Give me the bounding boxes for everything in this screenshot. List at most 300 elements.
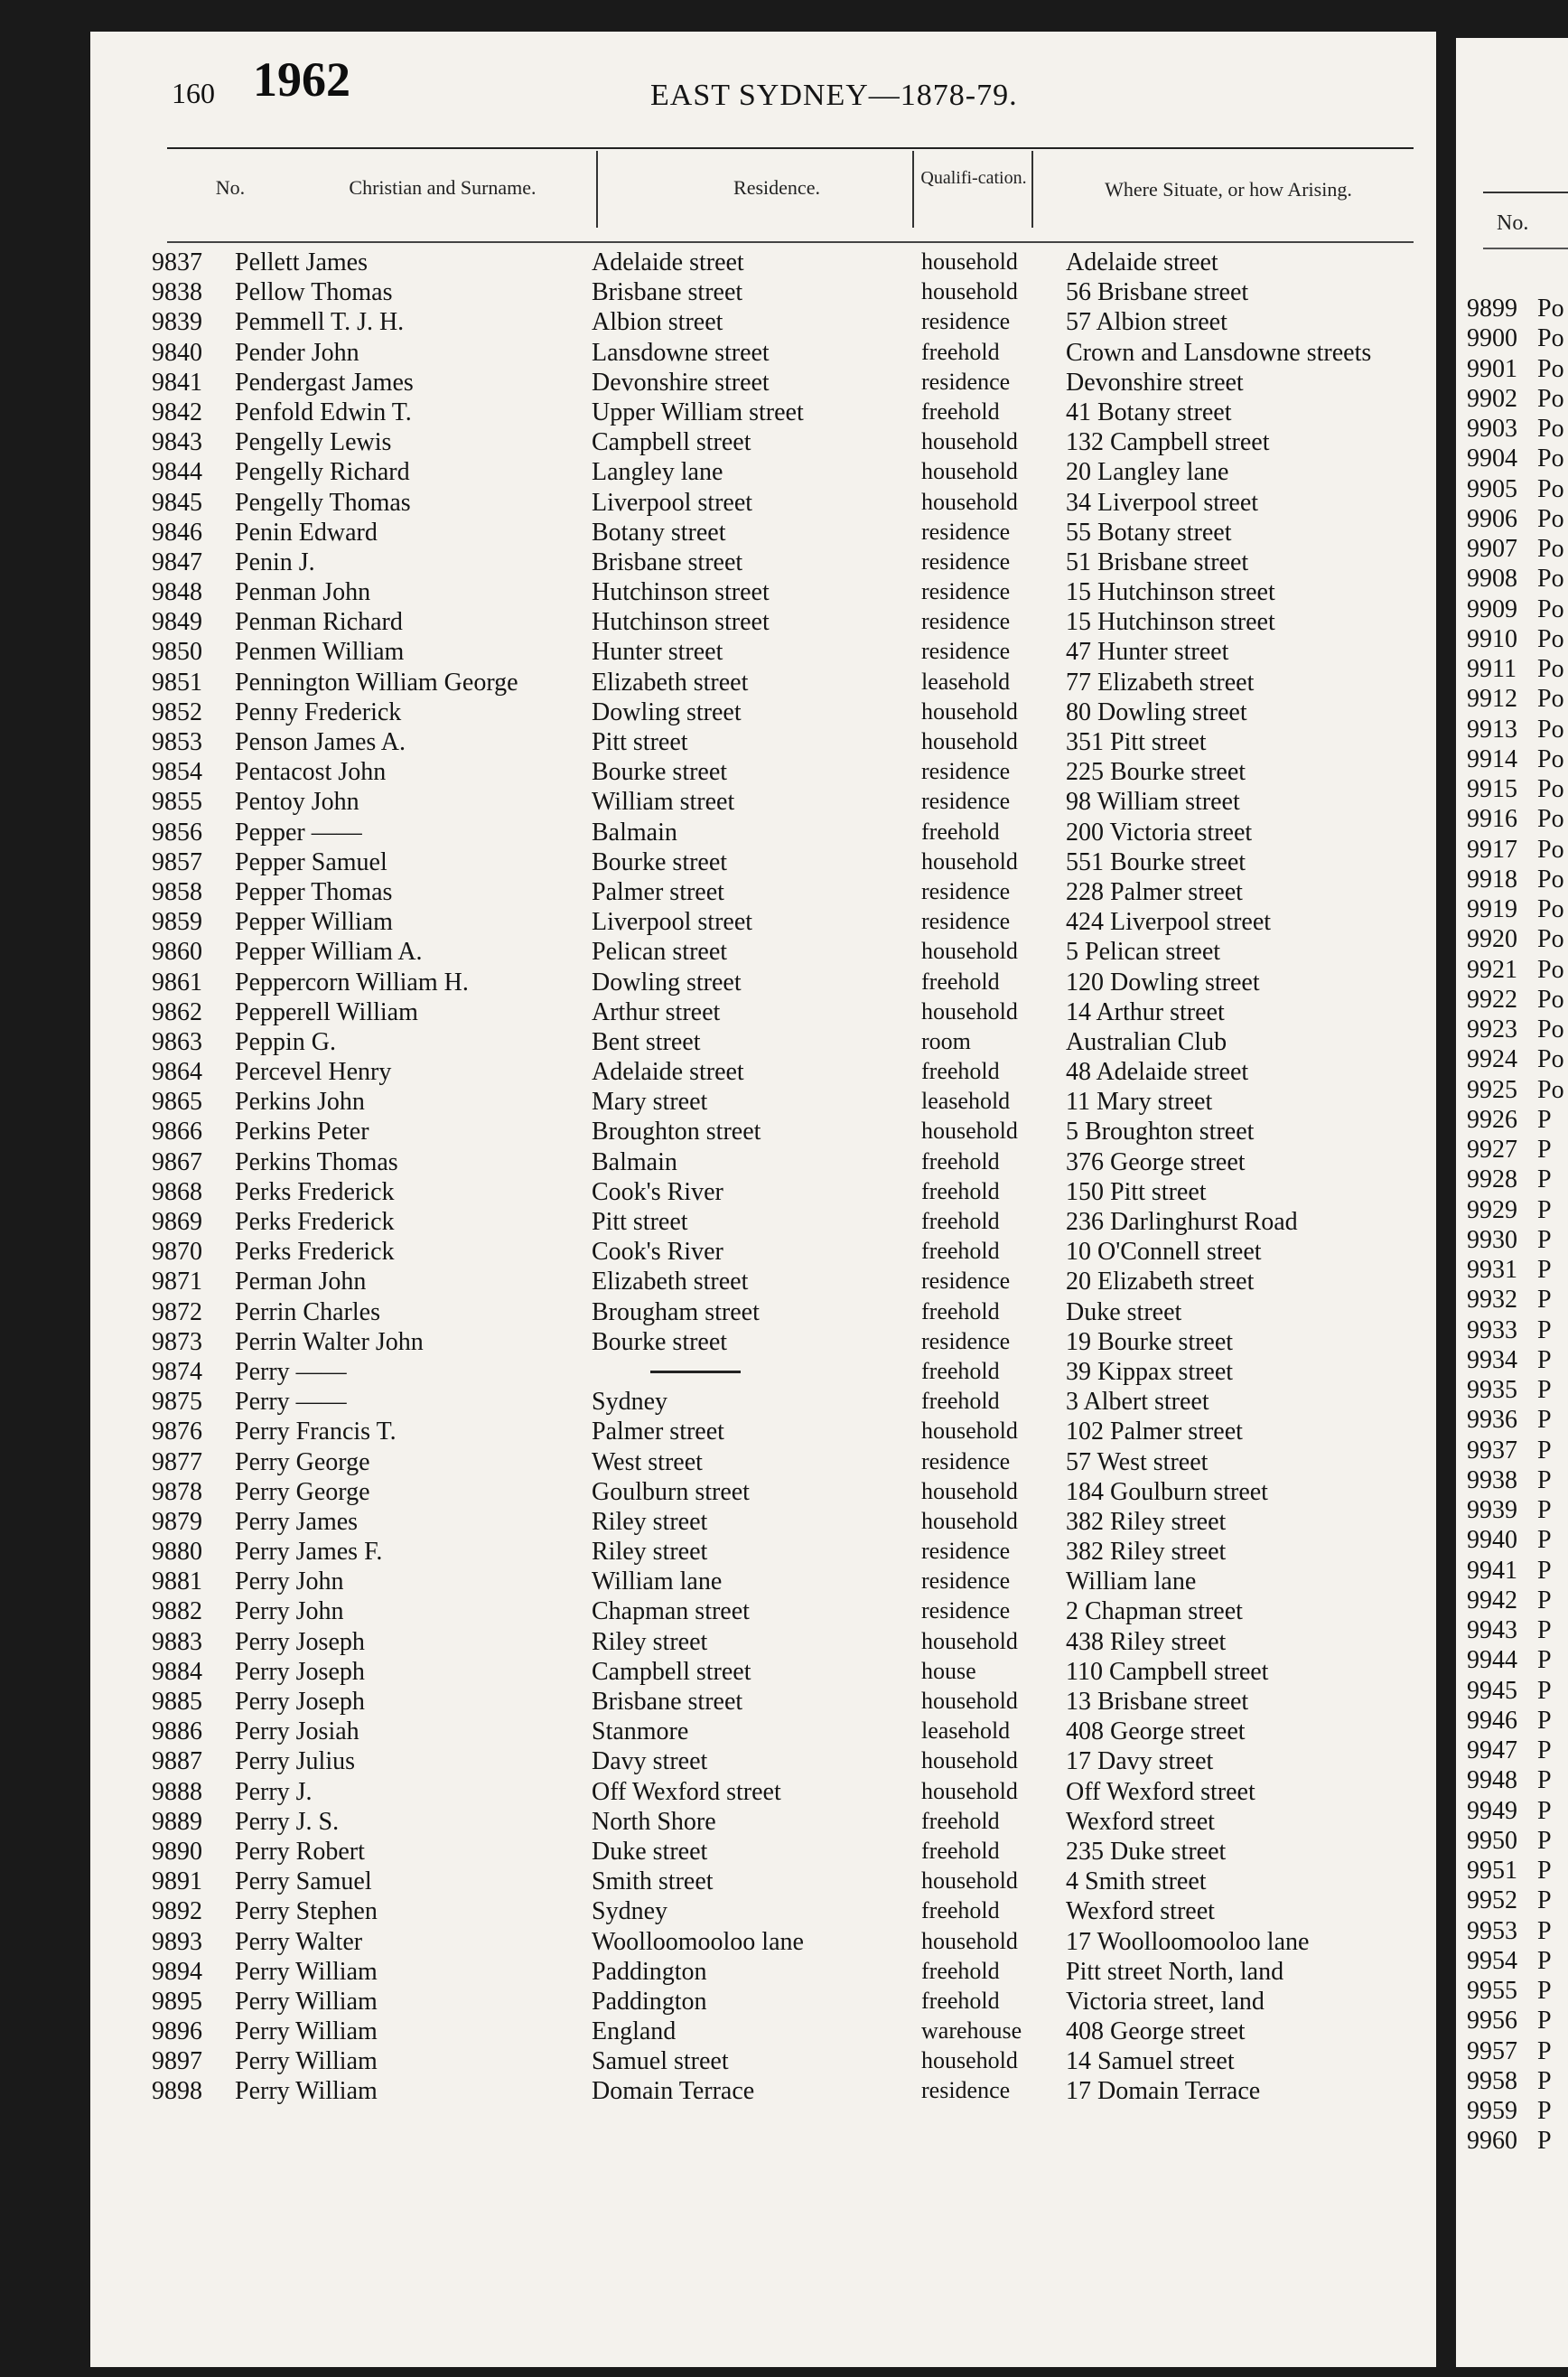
- entry-residence: Samuel street: [592, 2047, 729, 2076]
- entry-qualification: residence: [921, 608, 1011, 635]
- entry-residence: Palmer street: [592, 877, 724, 906]
- entry-number: 9901: [1467, 354, 1517, 383]
- entry-where: 20 Elizabeth street: [1066, 1268, 1255, 1296]
- entry-where: 20 Langley lane: [1066, 458, 1229, 487]
- entry-where: 17 Domain Terrace: [1066, 2077, 1261, 2106]
- entry-number: 9960: [1467, 2127, 1517, 2156]
- entry-residence: Elizabeth street: [592, 668, 749, 697]
- entry-where: 551 Bourke street: [1066, 847, 1246, 876]
- entry-qualification: household: [921, 278, 1018, 305]
- entry-name: Perrin Walter John: [235, 1327, 424, 1356]
- entry-name: Pendergast James: [235, 368, 414, 397]
- entry-name: Peppin G.: [235, 1027, 336, 1056]
- table-row: [90, 1747, 1436, 1777]
- entry-where: Devonshire street: [1066, 368, 1244, 397]
- column-header-where: Where Situate, or how Arising.: [1105, 178, 1352, 201]
- entry-qualification: freehold: [921, 1957, 1000, 1984]
- entry-name-fragment: Po: [1537, 865, 1564, 894]
- entry-name: Perrin Charles: [235, 1297, 380, 1326]
- entry-qualification: household: [921, 1688, 1018, 1714]
- entry-residence: Brisbane street: [592, 278, 743, 307]
- entry-where: 15 Hutchinson street: [1066, 608, 1275, 637]
- table-row: [90, 878, 1436, 908]
- entry-name-fragment: P: [1537, 1736, 1552, 1764]
- entry-number: 9936: [1467, 1406, 1517, 1435]
- entry-number: 9846: [152, 518, 202, 547]
- entry-name-fragment: P: [1537, 1225, 1552, 1254]
- entry-qualification: household: [921, 1418, 1018, 1445]
- entry-residence: Off Wexford street: [592, 1777, 781, 1806]
- entry-residence: Hutchinson street: [592, 608, 770, 637]
- table-row: [90, 908, 1436, 938]
- entry-residence: Paddington: [592, 1987, 707, 2016]
- entry-where: 17 Woolloomooloo lane: [1066, 1927, 1310, 1956]
- page-number: 160: [172, 77, 215, 109]
- entry-qualification: freehold: [921, 1147, 1000, 1174]
- entry-qualification: residence: [921, 2077, 1011, 2104]
- entry-number: 9837: [152, 248, 202, 276]
- entry-name: Penman Richard: [235, 608, 403, 637]
- column-divider: [1031, 151, 1033, 228]
- entry-number: 9878: [152, 1477, 202, 1506]
- entry-name-fragment: Po: [1537, 895, 1564, 923]
- table-row: [90, 1328, 1436, 1358]
- table-row: [90, 398, 1436, 428]
- entry-name-fragment: Po: [1537, 805, 1564, 834]
- entry-number: 9876: [152, 1418, 202, 1446]
- entry-number: 9920: [1467, 925, 1517, 954]
- entry-residence: Cook's River: [592, 1238, 723, 1267]
- table-row: [90, 1988, 1436, 2017]
- entry-name-fragment: Po: [1537, 354, 1564, 383]
- entry-number: 9927: [1467, 1136, 1517, 1164]
- entry-residence: Liverpool street: [592, 488, 753, 517]
- entry-name-fragment: Po: [1537, 324, 1564, 353]
- entry-where: 102 Palmer street: [1066, 1418, 1243, 1446]
- entry-number: 9852: [152, 697, 202, 726]
- entry-number: 9870: [152, 1238, 202, 1267]
- table-row: [90, 1118, 1436, 1147]
- entry-where: 424 Liverpool street: [1066, 908, 1272, 937]
- table-row: [90, 1388, 1436, 1418]
- entry-qualification: freehold: [921, 1058, 1000, 1085]
- entry-name-fragment: P: [1537, 1706, 1552, 1735]
- entry-name-fragment: Po: [1537, 565, 1564, 594]
- entry-number: 9956: [1467, 2007, 1517, 2035]
- entry-number: 9909: [1467, 594, 1517, 623]
- entry-number: 9894: [152, 1957, 202, 1986]
- entry-number: 9857: [152, 847, 202, 876]
- entry-name-fragment: P: [1537, 1256, 1552, 1284]
- table-row: [90, 1028, 1436, 1058]
- entry-name-fragment: P: [1537, 1376, 1552, 1404]
- entry-number: 9935: [1467, 1376, 1517, 1404]
- entry-number: 9914: [1467, 744, 1517, 773]
- entry-name-fragment: Po: [1537, 1045, 1564, 1074]
- entry-where: 351 Pitt street: [1066, 728, 1207, 756]
- entry-name: Penny Frederick: [235, 697, 402, 726]
- entry-name: Perry Josiah: [235, 1717, 359, 1746]
- entry-number: 9926: [1467, 1105, 1517, 1134]
- entry-number: 9934: [1467, 1345, 1517, 1374]
- entry-where: 77 Elizabeth street: [1066, 668, 1255, 697]
- table-row: [90, 2017, 1436, 2047]
- entry-where: 57 Albion street: [1066, 308, 1227, 337]
- entry-residence: Adelaide street: [592, 1058, 744, 1087]
- entry-number: 9924: [1467, 1045, 1517, 1074]
- document-page: [90, 32, 1436, 2367]
- entry-where: 19 Bourke street: [1066, 1327, 1234, 1356]
- table-row: [90, 248, 1436, 278]
- entry-name: Penin Edward: [235, 518, 378, 547]
- entry-number: 9898: [152, 2077, 202, 2106]
- entry-residence: Woolloomooloo lane: [592, 1927, 804, 1956]
- entry-number: 9851: [152, 668, 202, 697]
- entry-number: 9882: [152, 1597, 202, 1626]
- entry-name: Pentacost John: [235, 758, 387, 787]
- column-header-residence: Residence.: [733, 176, 820, 199]
- header-rule-top: [167, 147, 1414, 149]
- entry-number: 9947: [1467, 1736, 1517, 1764]
- entry-name-fragment: P: [1537, 1105, 1552, 1134]
- entry-number: 9867: [152, 1147, 202, 1176]
- entry-residence: Pitt street: [592, 1208, 688, 1236]
- header-rule-bottom: [167, 241, 1414, 243]
- entry-where: 408 George street: [1066, 2017, 1246, 2046]
- entry-residence: Langley lane: [592, 458, 723, 487]
- column-header-name: Christian and Surname.: [349, 176, 537, 199]
- entry-where: Wexford street: [1066, 1807, 1215, 1836]
- table-row: [90, 2047, 1436, 2077]
- entry-name-fragment: Po: [1537, 955, 1564, 984]
- entry-residence: Campbell street: [592, 1657, 751, 1686]
- entry-qualification: residence: [921, 908, 1011, 935]
- entry-where: 39 Kippax street: [1066, 1357, 1234, 1386]
- entry-name: Pemmell T. J. H.: [235, 308, 405, 337]
- column-header-no: No.: [215, 176, 246, 199]
- roll-entries: [90, 248, 1436, 2108]
- entry-number: 9868: [152, 1177, 202, 1206]
- entry-where: 228 Palmer street: [1066, 877, 1243, 906]
- entry-qualification: residence: [921, 1447, 1011, 1474]
- residence-dash: [650, 1371, 741, 1373]
- entry-where: 5 Broughton street: [1066, 1118, 1255, 1146]
- entry-name: Perry William: [235, 1987, 378, 2016]
- entry-name-fragment: P: [1537, 1796, 1552, 1825]
- entry-number: 9886: [152, 1717, 202, 1746]
- entry-residence: Liverpool street: [592, 908, 753, 937]
- entry-qualification: household: [921, 1927, 1018, 1954]
- entry-where: 80 Dowling street: [1066, 697, 1247, 726]
- entry-residence: Brisbane street: [592, 547, 743, 576]
- entry-qualification: freehold: [921, 1388, 1000, 1415]
- entry-where: 184 Goulburn street: [1066, 1477, 1268, 1506]
- entry-name: Penmen William: [235, 638, 405, 667]
- entry-qualification: residence: [921, 1268, 1011, 1295]
- entry-name: Perry William: [235, 2047, 378, 2076]
- entry-number: 9872: [152, 1297, 202, 1326]
- entry-residence: Riley street: [592, 1507, 708, 1536]
- entry-residence: Dowling street: [592, 697, 742, 726]
- entry-name-fragment: P: [1537, 2066, 1552, 2095]
- entry-name: Perry John: [235, 1568, 344, 1596]
- table-row: [90, 1688, 1436, 1717]
- entry-number: 9959: [1467, 2097, 1517, 2125]
- entry-residence: Dowling street: [592, 968, 742, 997]
- entry-where: 3 Albert street: [1066, 1388, 1209, 1417]
- entry-number: 9910: [1467, 624, 1517, 653]
- entry-where: 41 Botany street: [1066, 398, 1232, 426]
- entry-number: 9930: [1467, 1225, 1517, 1254]
- table-row: [90, 819, 1436, 848]
- entry-residence: Sydney: [592, 1388, 667, 1417]
- entry-residence: Riley street: [592, 1627, 708, 1656]
- table-row: [90, 1538, 1436, 1568]
- entry-where: 110 Campbell street: [1066, 1657, 1269, 1686]
- entry-name: Perry George: [235, 1447, 370, 1476]
- entry-qualification: freehold: [921, 1357, 1000, 1384]
- table-row: [90, 428, 1436, 458]
- entry-number: 9849: [152, 608, 202, 637]
- entry-residence: Pelican street: [592, 938, 728, 967]
- entry-residence: William lane: [592, 1568, 723, 1596]
- entry-where: 10 O'Connell street: [1066, 1238, 1262, 1267]
- entry-name: Perry Walter: [235, 1927, 363, 1956]
- entry-number: 9944: [1467, 1646, 1517, 1675]
- entry-name-fragment: Po: [1537, 655, 1564, 683]
- entry-where: Adelaide street: [1066, 248, 1218, 276]
- entry-where: 200 Victoria street: [1066, 818, 1253, 847]
- entry-residence: Balmain: [592, 1147, 677, 1176]
- entry-qualification: leasehold: [921, 1088, 1011, 1115]
- entry-name-fragment: P: [1537, 1286, 1552, 1315]
- table-row: [90, 1628, 1436, 1658]
- entry-qualification: household: [921, 697, 1018, 725]
- entry-residence: Brougham street: [592, 1297, 760, 1326]
- entry-name: Penin J.: [235, 547, 315, 576]
- entry-name: Penson James A.: [235, 728, 406, 756]
- entry-name: Perkins Peter: [235, 1118, 369, 1146]
- entry-number: 9916: [1467, 805, 1517, 834]
- entry-where: 150 Pitt street: [1066, 1177, 1207, 1206]
- entry-name-fragment: P: [1537, 1646, 1552, 1675]
- entry-where: 14 Samuel street: [1066, 2047, 1235, 2076]
- entry-where: 5 Pelican street: [1066, 938, 1221, 967]
- entry-number: 9892: [152, 1897, 202, 1926]
- entry-qualification: residence: [921, 758, 1011, 785]
- entry-residence: Domain Terrace: [592, 2077, 755, 2106]
- entry-where: 120 Dowling street: [1066, 968, 1260, 997]
- entry-name: Pepper ——: [235, 818, 362, 847]
- entry-residence: Stanmore: [592, 1717, 689, 1746]
- entry-name: Pepperell William: [235, 997, 418, 1026]
- entry-residence: Chapman street: [592, 1597, 750, 1626]
- entry-number: 9854: [152, 758, 202, 787]
- entry-qualification: residence: [921, 1327, 1011, 1354]
- entry-number: 9902: [1467, 384, 1517, 413]
- entry-where: 2 Chapman street: [1066, 1597, 1243, 1626]
- table-row: [90, 998, 1436, 1028]
- entry-number: 9858: [152, 877, 202, 906]
- entry-qualification: freehold: [921, 1177, 1000, 1204]
- entry-name-fragment: Po: [1537, 925, 1564, 954]
- entry-name-fragment: P: [1537, 1826, 1552, 1855]
- entry-where: William lane: [1066, 1568, 1197, 1596]
- entry-name-fragment: Po: [1537, 504, 1564, 533]
- entry-number: 9883: [152, 1627, 202, 1656]
- entry-number: 9893: [152, 1927, 202, 1956]
- entry-name-fragment: Po: [1537, 744, 1564, 773]
- entry-number: 9873: [152, 1327, 202, 1356]
- table-row: [90, 339, 1436, 369]
- next-page-edge: [1456, 38, 1568, 2367]
- entry-where: 376 George street: [1066, 1147, 1246, 1176]
- entry-name: Perry James: [235, 1507, 359, 1536]
- entry-qualification: leasehold: [921, 1717, 1011, 1745]
- entry-where: 225 Bourke street: [1066, 758, 1246, 787]
- table-row: [90, 1778, 1436, 1808]
- entry-where: 235 Duke street: [1066, 1837, 1227, 1866]
- entry-residence: Sydney: [592, 1897, 667, 1926]
- entry-where: Wexford street: [1066, 1897, 1215, 1926]
- entry-name: Pengelly Richard: [235, 458, 410, 487]
- entry-qualification: warehouse: [921, 2017, 1022, 2045]
- entry-name: Perry James F.: [235, 1538, 383, 1567]
- entry-number: 9843: [152, 428, 202, 457]
- entry-name: Perry Robert: [235, 1837, 365, 1866]
- entry-qualification: residence: [921, 788, 1011, 815]
- entry-residence: Hutchinson street: [592, 578, 770, 607]
- entry-number: 9925: [1467, 1075, 1517, 1104]
- entry-name: Pentoy John: [235, 788, 359, 817]
- entry-name: Perry ——: [235, 1357, 347, 1386]
- entry-qualification: residence: [921, 1568, 1011, 1595]
- entry-number: 9958: [1467, 2066, 1517, 2095]
- entry-where: 236 Darlinghurst Road: [1066, 1208, 1298, 1236]
- entry-qualification: household: [921, 1507, 1018, 1534]
- entry-where: 382 Riley street: [1066, 1507, 1227, 1536]
- entry-where: 382 Riley street: [1066, 1538, 1227, 1567]
- entry-number: 9838: [152, 278, 202, 307]
- entry-residence: Riley street: [592, 1538, 708, 1567]
- entry-where: 4 Smith street: [1066, 1867, 1207, 1896]
- entry-number: 9913: [1467, 715, 1517, 744]
- table-row: [90, 519, 1436, 548]
- entry-name-fragment: P: [1537, 2097, 1552, 2125]
- table-row: [90, 1178, 1436, 1208]
- table-row: [90, 1897, 1436, 1927]
- entry-number: 9891: [152, 1867, 202, 1896]
- entry-name-fragment: P: [1537, 1977, 1552, 2005]
- entry-name: Perks Frederick: [235, 1238, 395, 1267]
- entry-where: 17 Davy street: [1066, 1747, 1214, 1776]
- entry-where: 48 Adelaide street: [1066, 1058, 1249, 1087]
- entry-qualification: household: [921, 488, 1018, 515]
- entry-number: 9904: [1467, 445, 1517, 473]
- entry-number: 9877: [152, 1447, 202, 1476]
- entry-qualification: leasehold: [921, 668, 1011, 695]
- entry-number: 9896: [152, 2017, 202, 2046]
- entry-name-fragment: Po: [1537, 415, 1564, 443]
- entry-name-fragment: P: [1537, 1345, 1552, 1374]
- entry-name-fragment: P: [1537, 1406, 1552, 1435]
- entry-number: 9840: [152, 338, 202, 367]
- entry-number: 9952: [1467, 1886, 1517, 1915]
- entry-residence: Bourke street: [592, 847, 728, 876]
- entry-residence: Bourke street: [592, 1327, 728, 1356]
- table-row: [90, 489, 1436, 519]
- entry-number: 9923: [1467, 1015, 1517, 1043]
- entry-number: 9860: [152, 938, 202, 967]
- entry-qualification: household: [921, 248, 1018, 275]
- entry-number: 9880: [152, 1538, 202, 1567]
- entry-residence: Devonshire street: [592, 368, 770, 397]
- entry-name: Pengelly Thomas: [235, 488, 411, 517]
- entry-number: 9906: [1467, 504, 1517, 533]
- entry-residence: Broughton street: [592, 1118, 761, 1146]
- entry-number: 9879: [152, 1507, 202, 1536]
- entry-qualification: freehold: [921, 1238, 1000, 1265]
- entry-name-fragment: P: [1537, 1496, 1552, 1524]
- entry-number: 9888: [152, 1777, 202, 1806]
- entry-name-fragment: Po: [1537, 715, 1564, 744]
- entry-name-fragment: Po: [1537, 295, 1564, 323]
- entry-number: 9928: [1467, 1165, 1517, 1194]
- entry-number: 9866: [152, 1118, 202, 1146]
- entry-where: Australian Club: [1066, 1027, 1227, 1056]
- entry-where: Victoria street, land: [1066, 1987, 1265, 2016]
- entry-name-fragment: P: [1537, 1616, 1552, 1644]
- entry-name: Perry J. S.: [235, 1807, 340, 1836]
- entry-name-fragment: P: [1537, 2127, 1552, 2156]
- entry-where: 55 Botany street: [1066, 518, 1232, 547]
- entry-qualification: residence: [921, 368, 1011, 395]
- entry-residence: Davy street: [592, 1747, 708, 1776]
- entry-name-fragment: P: [1537, 1676, 1552, 1705]
- entry-residence: Bent street: [592, 1027, 701, 1056]
- entry-number: 9861: [152, 968, 202, 997]
- header-rule-bottom: [1483, 248, 1568, 249]
- entry-name: Perry Joseph: [235, 1627, 365, 1656]
- entry-number: 9940: [1467, 1526, 1517, 1555]
- entry-residence: Palmer street: [592, 1418, 724, 1446]
- entry-number: 9899: [1467, 295, 1517, 323]
- entry-number: 9917: [1467, 835, 1517, 864]
- table-row: [90, 1268, 1436, 1297]
- entry-where: 13 Brisbane street: [1066, 1688, 1249, 1716]
- entry-residence: Bourke street: [592, 758, 728, 787]
- entry-where: 56 Brisbane street: [1066, 278, 1249, 307]
- entry-name-fragment: P: [1537, 1766, 1552, 1795]
- entry-name-fragment: Po: [1537, 535, 1564, 563]
- entry-number: 9941: [1467, 1556, 1517, 1585]
- entry-residence: Balmain: [592, 818, 677, 847]
- entry-name-fragment: P: [1537, 1436, 1552, 1465]
- table-row: [90, 548, 1436, 578]
- entry-name-fragment: Po: [1537, 775, 1564, 803]
- entry-qualification: room: [921, 1027, 971, 1054]
- entry-residence: Paddington: [592, 1957, 707, 1986]
- entry-name-fragment: Po: [1537, 985, 1564, 1014]
- entry-qualification: household: [921, 938, 1018, 965]
- entry-name-fragment: Po: [1537, 594, 1564, 623]
- entry-qualification: residence: [921, 308, 1011, 335]
- entry-where: Duke street: [1066, 1297, 1182, 1326]
- entry-number: 9918: [1467, 865, 1517, 894]
- entry-number: 9943: [1467, 1616, 1517, 1644]
- entry-number: 9908: [1467, 565, 1517, 594]
- entry-name: Perry Francis T.: [235, 1418, 397, 1446]
